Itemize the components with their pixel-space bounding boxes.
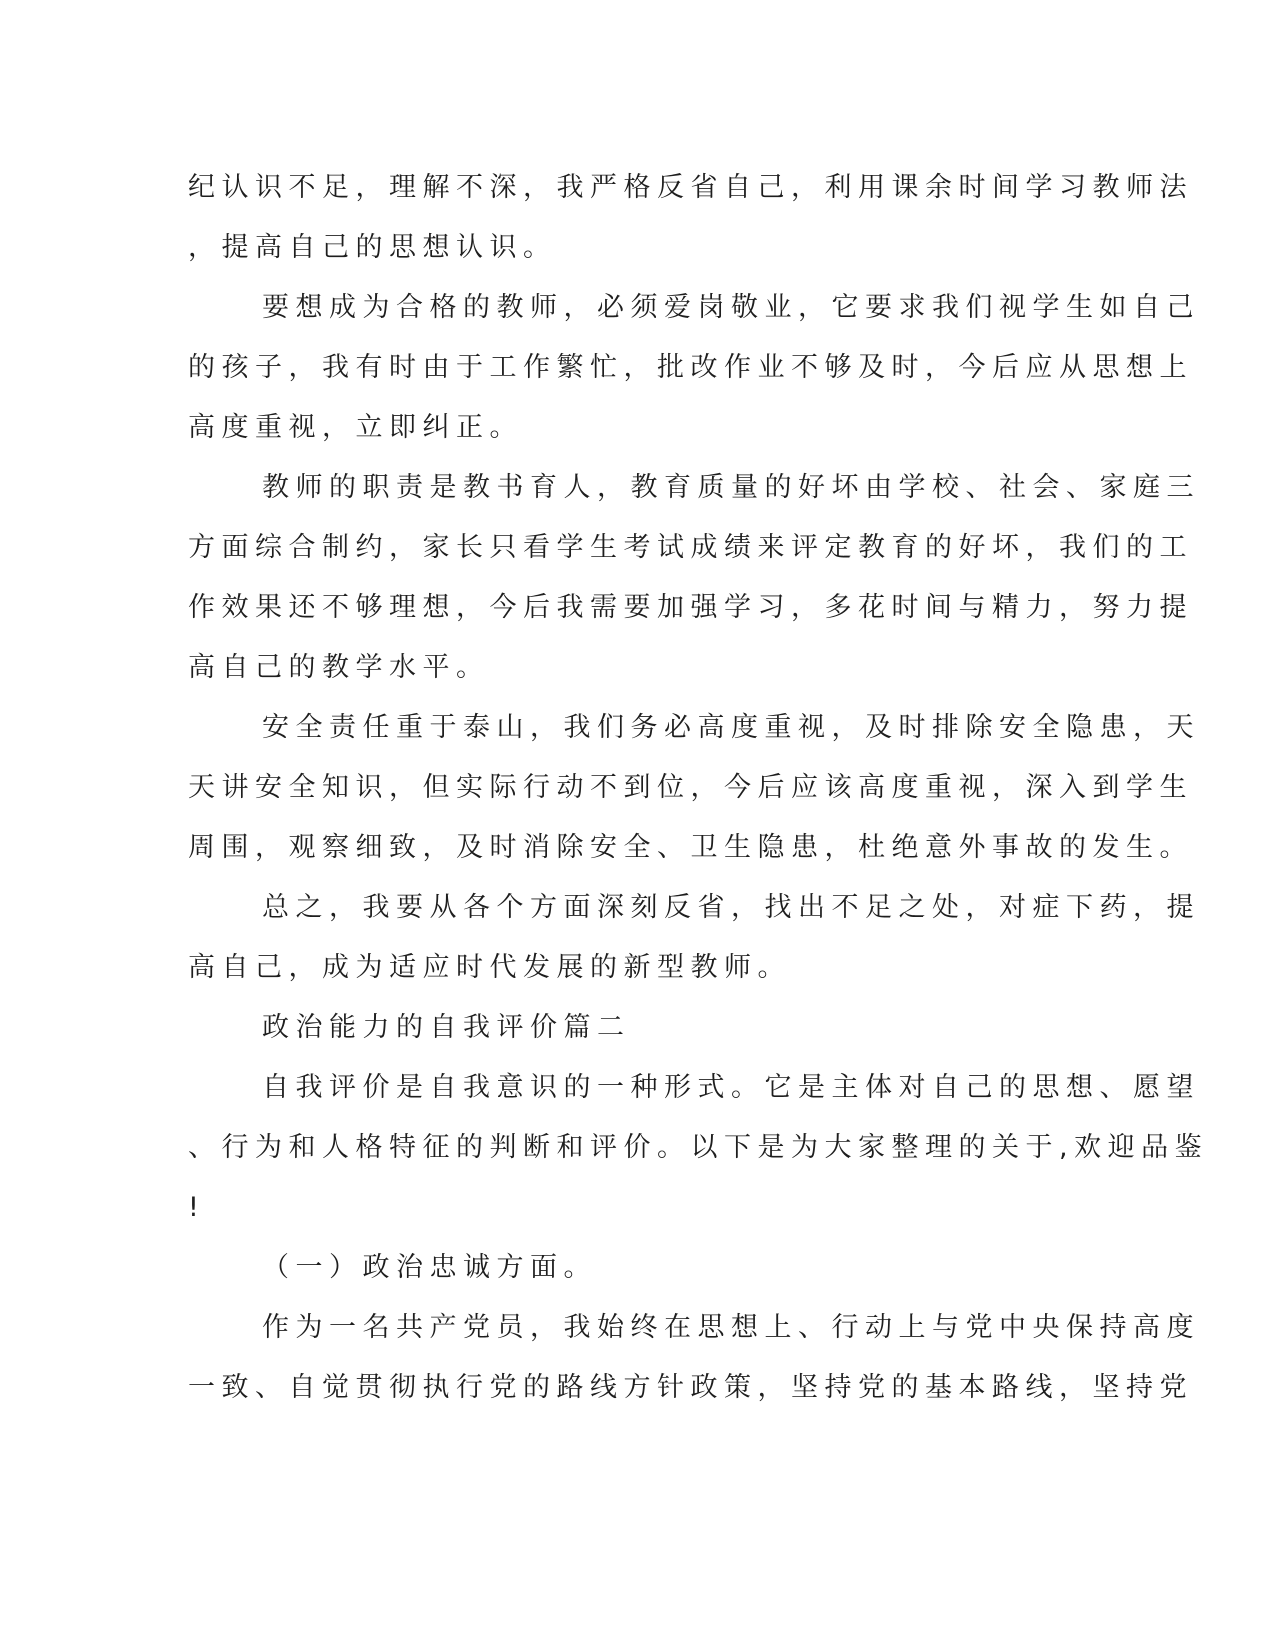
text-line: 总之，我要从各个方面深刻反省，找出不足之处，对症下药，提: [262, 892, 1200, 923]
text-line: 作为一名共产党员，我始终在思想上、行动上与党中央保持高度: [262, 1312, 1200, 1343]
text-line: 高自己，成为适应时代发展的新型教师。: [188, 952, 791, 983]
document-body: [188, 158, 1209, 1418]
section-title: 政治能力的自我评价篇二: [262, 1012, 631, 1043]
text-line: 方面综合制约，家长只看学生考试成绩来评定教育的好坏，我们的工: [188, 532, 1193, 563]
text-line: ，提高自己的思想认识。: [188, 232, 557, 263]
paragraph-4: [188, 698, 1200, 878]
paragraph-7: [188, 1058, 1209, 1238]
paragraph-5: [188, 878, 1200, 998]
text-line: 高自己的教学水平。: [188, 652, 490, 683]
paragraph-3: [188, 458, 1200, 698]
paragraph-1: [188, 158, 1193, 278]
text-line: 要想成为合格的教师，必须爱岗敬业，它要求我们视学生如自己: [262, 292, 1200, 323]
text-line: 周围，观察细致，及时消除安全、卫生隐患，杜绝意外事故的发生。: [188, 832, 1193, 863]
subsection-title: （一）政治忠诚方面。: [262, 1252, 597, 1283]
text-line: 作效果还不够理想，今后我需要加强学习，多花时间与精力，努力提: [188, 592, 1193, 623]
paragraph-9: [188, 1298, 1200, 1418]
paragraph-2: [188, 278, 1200, 458]
subsection-heading: [188, 1238, 1068, 1298]
text-line: 自我评价是自我意识的一种形式。它是主体对自己的思想、愿望: [262, 1072, 1200, 1103]
text-line: 、行为和人格特征的判断和评价。以下是为大家整理的关于,欢迎品鉴: [188, 1132, 1209, 1163]
text-line: !: [188, 1192, 206, 1223]
text-line: 教师的职责是教书育人，教育质量的好坏由学校、社会、家庭三: [262, 472, 1200, 503]
text-line: 安全责任重于泰山，我们务必高度重视，及时排除安全隐患，天: [262, 712, 1200, 743]
text-line: 高度重视，立即纠正。: [188, 412, 523, 443]
text-line: 天讲安全知识，但实际行动不到位，今后应该高度重视，深入到学生: [188, 772, 1193, 803]
text-line: 一致、自觉贯彻执行党的路线方针政策，坚持党的基本路线，坚持党: [188, 1372, 1193, 1403]
text-line: 纪认识不足，理解不深，我严格反省自己，利用课余时间学习教师法: [188, 172, 1193, 203]
text-line: 的孩子，我有时由于工作繁忙，批改作业不够及时，今后应从思想上: [188, 352, 1193, 383]
section-heading: [188, 998, 1068, 1058]
